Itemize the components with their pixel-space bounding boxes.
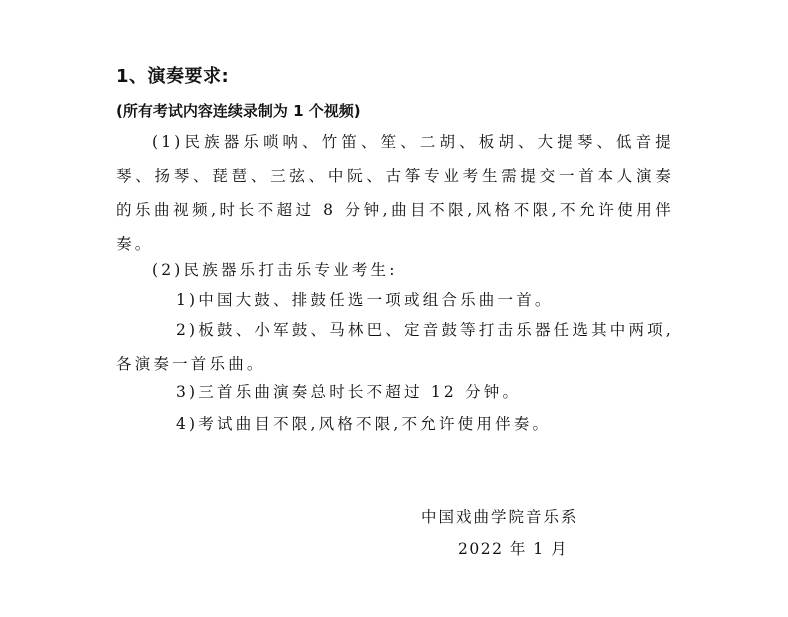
issue-date: 2022 年 1 月 — [458, 540, 569, 558]
paragraph-percussion-intro: (2)民族器乐打击乐专业考生: — [152, 261, 398, 279]
paragraph-percussion-item-4: 4)考试曲目不限,风格不限,不允许使用伴奏。 — [176, 415, 552, 433]
recording-note: (所有考试内容连续录制为 1 个视频) — [116, 102, 361, 120]
section-heading: 1、演奏要求: — [116, 66, 230, 87]
paragraph-percussion-item-2: 2)板鼓、小军鼓、马林巴、定音鼓等打击乐器任选其中两项,各演奏一首乐曲。 — [116, 321, 674, 373]
issuer-signature: 中国戏曲学院音乐系 — [421, 508, 579, 526]
paragraph-percussion-item-1: 1)中国大鼓、排鼓任选一项或组合乐曲一首。 — [176, 291, 554, 309]
paragraph-instrumental-requirements: (1)民族器乐唢呐、竹笛、笙、二胡、板胡、大提琴、低音提琴、扬琴、琵琶、三弦、中阮、古筝专业考生需提交一首本人演奏的乐曲视频,时长不超过 8 分钟,曲目不限,风格不限,不允许使用伴奏。 — [116, 133, 674, 253]
paragraph-percussion-item-3: 3)三首乐曲演奏总时长不超过 12 分钟。 — [176, 383, 522, 401]
